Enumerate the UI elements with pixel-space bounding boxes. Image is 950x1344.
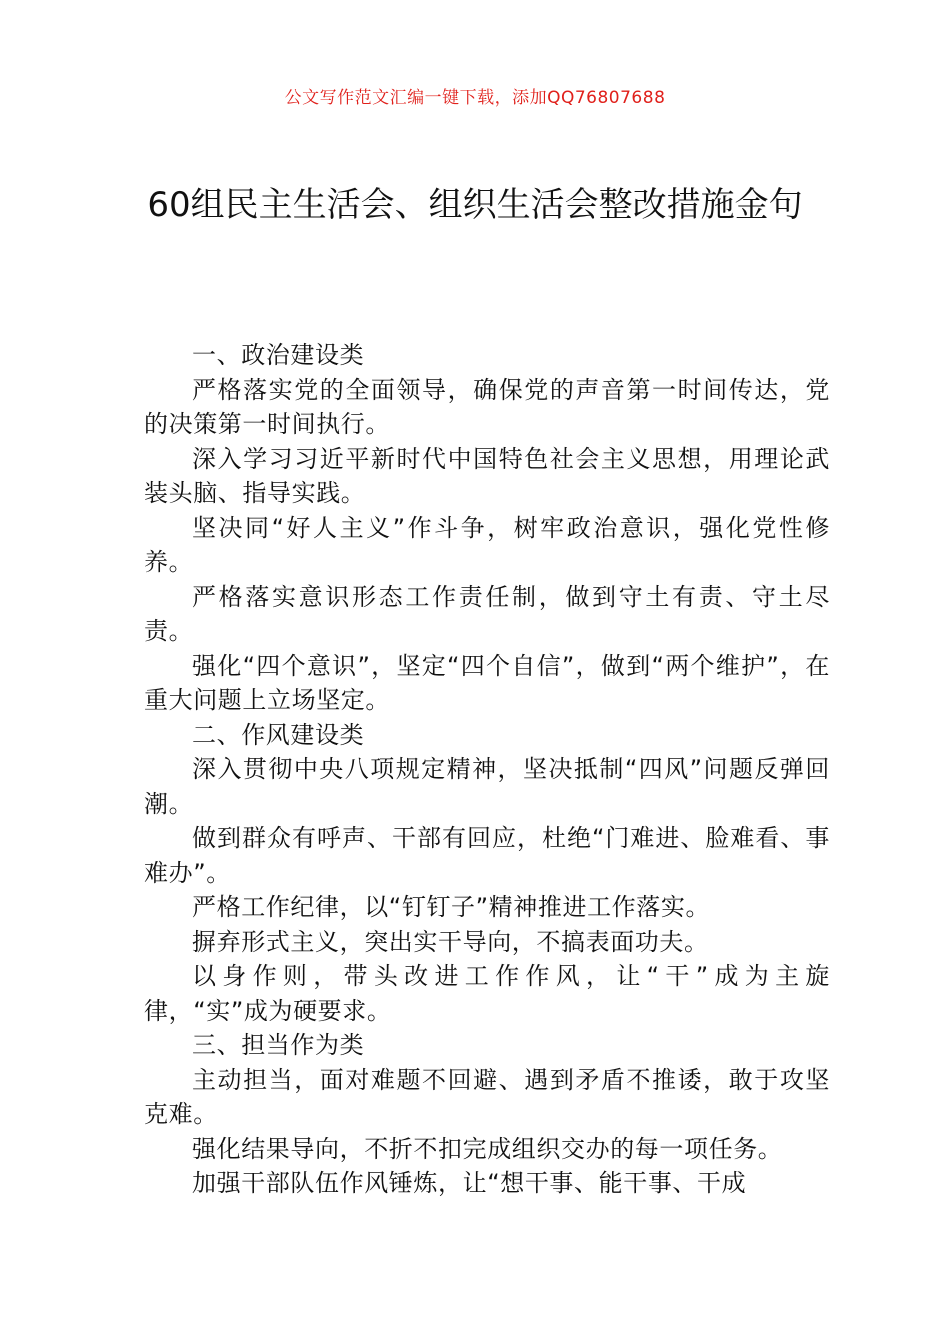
paragraph: 强化结果导向，不折不扣完成组织交办的每一项任务。: [192, 1134, 783, 1163]
paragraph: 深入贯彻中央八项规定精神，坚决抵制“四风”问题反弹回潮。: [144, 755, 830, 818]
document-title: 60组民主生活会、组织生活会整改措施金句: [147, 185, 803, 225]
paragraph: 加强干部队伍作风锤炼，让“想干事、能干事、干成: [192, 1169, 747, 1197]
paragraph: 深入学习习近平新时代中国特色社会主义思想，用理论武装头脑、指导实践。: [144, 444, 830, 507]
paragraph: 摒弃形式主义，突出实干导向，不搞表面功夫。: [192, 927, 709, 956]
section-heading-political: 一、政治建设类: [192, 341, 365, 369]
section-heading-responsibility: 三、担当作为类: [192, 1031, 365, 1059]
document-body: [144, 338, 830, 1201]
paragraph: 主动担当，面对难题不回避、遇到矛盾不推诿，敢于攻坚克难。: [144, 1065, 830, 1128]
paragraph: 坚决同“好人主义”作斗争，树牢政治意识，强化党性修养。: [144, 513, 830, 576]
paragraph: 做到群众有呼声、干部有回应，杜绝“门难进、脸难看、事难办”。: [144, 824, 830, 887]
paragraph: 严格落实意识形态工作责任制，做到守土有责、守土尽责。: [144, 582, 830, 645]
paragraph: 以身作则，带头改进工作作风，让“干”成为主旋律，“实”成为硬要求。: [144, 962, 830, 1025]
paragraph: 严格工作纪律，以“钉钉子”精神推进工作落实。: [192, 893, 711, 921]
download-banner: 公文写作范文汇编一键下载，添加QQ76807688: [284, 88, 666, 108]
paragraph: 强化“四个意识”，坚定“四个自信”，做到“两个维护”，在重大问题上立场坚定。: [144, 651, 830, 714]
section-heading-style: 二、作风建设类: [192, 720, 365, 749]
paragraph: 严格落实党的全面领导，确保党的声音第一时间传达，党的决策第一时间执行。: [144, 375, 830, 438]
